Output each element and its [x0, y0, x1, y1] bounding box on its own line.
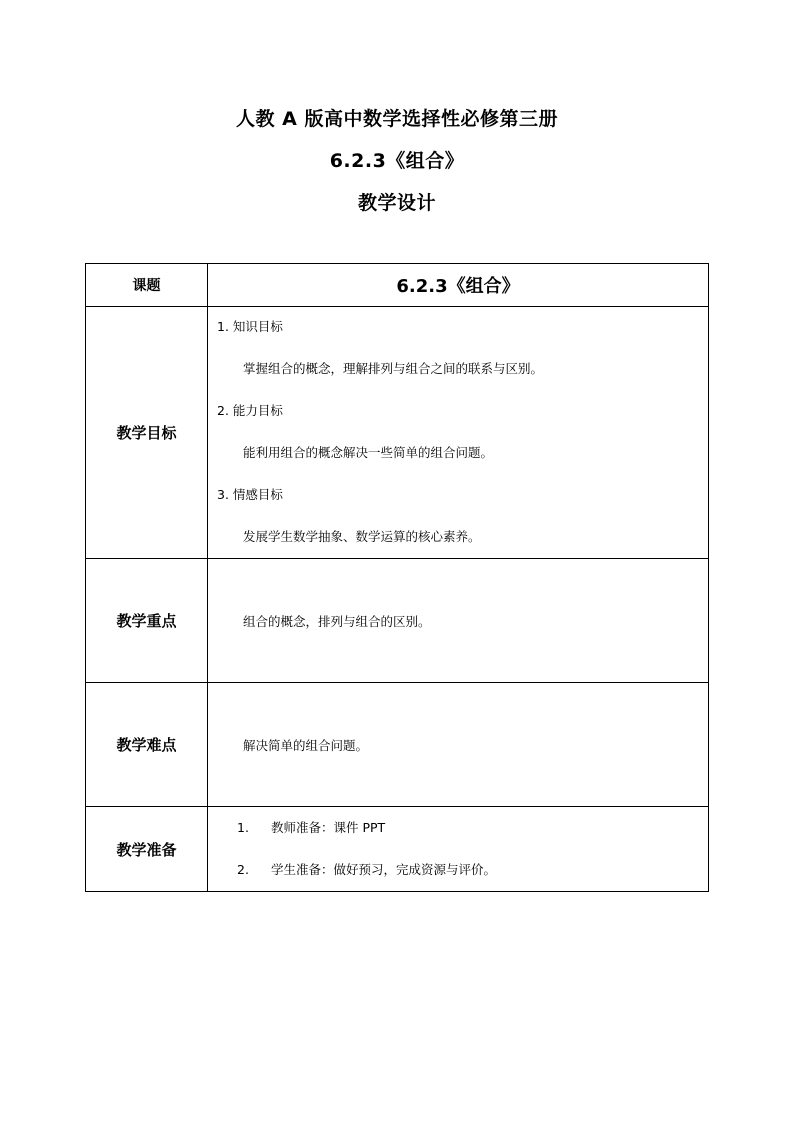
- document-subtitle: 教学设计: [357, 192, 436, 214]
- key-points-text: 组合的概念，排列与组合的区别。: [243, 613, 431, 629]
- topic-label: 课题: [86, 264, 208, 307]
- preparation-number: 1.: [237, 820, 249, 835]
- objective-body: 发展学生数学抽象、数学运算的核心素养。: [243, 528, 481, 544]
- difficulties-cell: [208, 683, 709, 807]
- preparation-cell: [208, 807, 709, 892]
- difficulties-row: [86, 683, 709, 807]
- preparation-item: [208, 807, 708, 849]
- objectives-cell: [208, 307, 709, 559]
- objectives-row: [86, 307, 709, 559]
- topic-value: 6.2.3《组合》: [208, 264, 709, 307]
- objective-heading: 3. 情感目标: [217, 486, 283, 502]
- preparation-item: [208, 849, 708, 891]
- lesson-plan-table: [85, 263, 709, 892]
- lesson-number-title: 6.2.3《组合》: [329, 150, 465, 172]
- difficulties-label: 教学难点: [86, 683, 208, 807]
- preparation-text: 教师准备：课件 PPT: [271, 820, 386, 835]
- key-points-cell: [208, 559, 709, 683]
- preparation-row: [86, 807, 709, 892]
- key-points-row: [86, 559, 709, 683]
- preparation-text: 学生准备：做好预习，完成资源与评价。: [271, 862, 497, 877]
- objective-body: 能利用组合的概念解决一些简单的组合问题。: [243, 444, 494, 460]
- objective-heading: 1. 知识目标: [217, 318, 283, 334]
- objective-heading: 2. 能力目标: [217, 402, 283, 418]
- difficulties-text: 解决简单的组合问题。: [243, 737, 369, 753]
- objectives-label: 教学目标: [86, 307, 208, 559]
- preparation-number: 2.: [237, 862, 249, 877]
- objective-body: 掌握组合的概念，理解排列与组合之间的联系与区别。: [243, 360, 544, 376]
- document-title: 人教 A 版高中数学选择性必修第三册: [236, 108, 558, 130]
- key-points-label: 教学重点: [86, 559, 208, 683]
- preparation-label: 教学准备: [86, 807, 208, 892]
- topic-row: [86, 264, 709, 307]
